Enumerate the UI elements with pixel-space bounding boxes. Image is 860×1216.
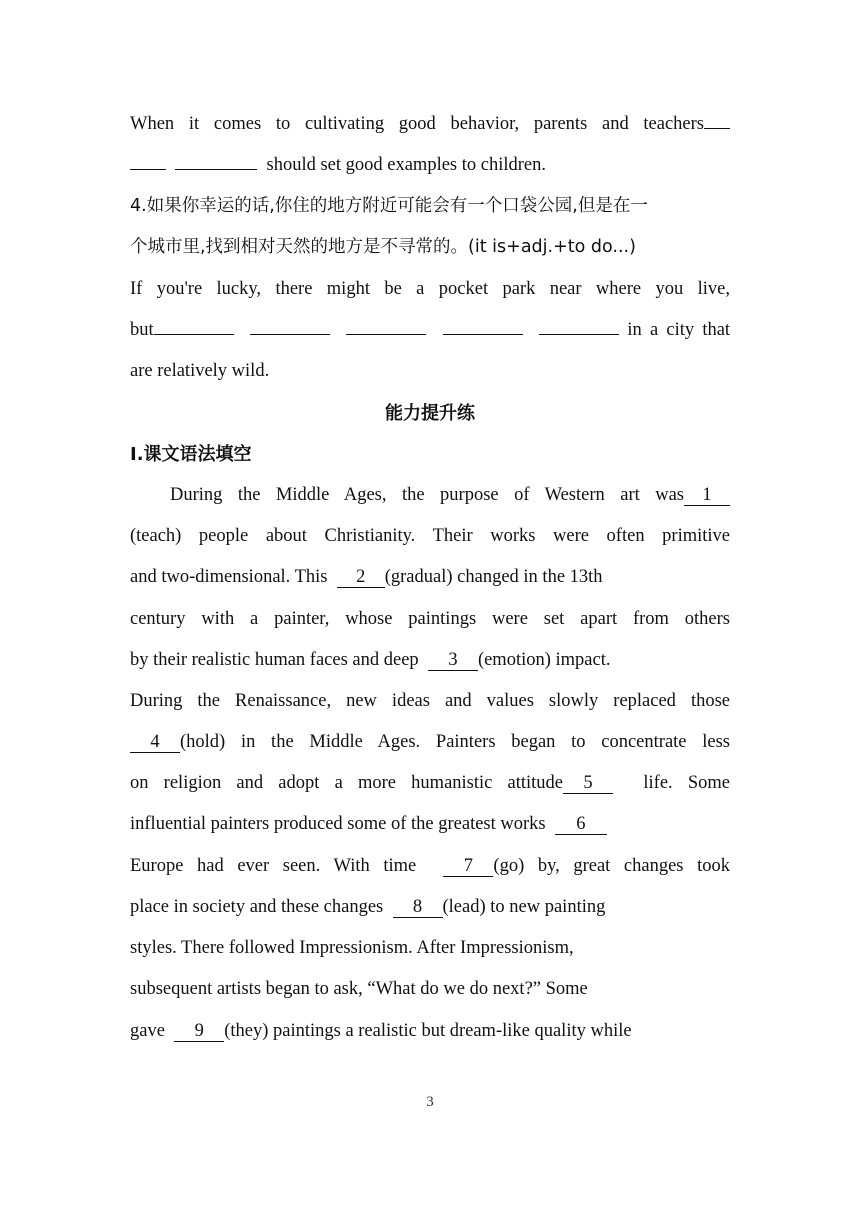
answer-blank[interactable] <box>539 316 619 335</box>
ex4-answer-line-2 <box>130 310 730 351</box>
text: (they) paintings a realistic but dream-like quality while <box>224 1021 632 1041</box>
passage-line-12: styles. There followed Impressionism. After Impressionism, <box>130 938 574 958</box>
text: (lead) to new painting <box>442 897 606 917</box>
ex4-prompt-line-1: 4.如果你幸运的话,你住的地方附近可能会有一个口袋公园,但是在一 <box>130 196 648 216</box>
text: on religion and adopt a more humanistic attitude <box>130 773 564 793</box>
blank-5[interactable]: 5 <box>563 773 613 794</box>
section-title: 能力提升练 <box>385 403 475 424</box>
blank-7[interactable]: 7 <box>443 856 493 877</box>
passage-line-7 <box>130 722 730 763</box>
passage-line-13: subsequent artists began to ask, “What do we do next?” Some <box>130 979 588 999</box>
answer-blank[interactable] <box>154 316 234 335</box>
answer-blank[interactable] <box>443 316 523 335</box>
passage-line-1 <box>170 475 730 516</box>
text: by their realistic human faces and deep <box>130 650 419 670</box>
answer-blank[interactable] <box>175 151 257 170</box>
ex4-answer-line-1: If you're lucky, there might be a pocket park near where you live, <box>130 279 730 299</box>
page-number: 3 <box>426 1094 434 1110</box>
text: and two-dimensional. This <box>130 567 328 587</box>
passage-line-5 <box>130 640 730 681</box>
answer-blank[interactable] <box>250 316 330 335</box>
text: When it comes to cultivating good behavior, parents and teachers <box>130 114 704 134</box>
passage-line-11 <box>130 887 730 928</box>
ex3-answer-line-1 <box>130 104 730 145</box>
passage-line-14 <box>130 1011 730 1052</box>
passage-line-2: (teach) people about Christianity. Their works were often primitive <box>130 526 730 546</box>
text: During the Middle Ages, the purpose of Western art was <box>170 485 684 505</box>
text: Europe had ever seen. With time <box>130 856 417 876</box>
text: place in society and these changes <box>130 897 384 917</box>
text: (emotion) impact. <box>477 650 611 670</box>
answer-blank[interactable] <box>346 316 426 335</box>
text: influential painters produced some of the greatest works <box>130 814 546 834</box>
passage-line-4: century with a painter, whose paintings were set apart from others <box>130 609 730 629</box>
passage-line-8 <box>130 763 730 804</box>
text: gave <box>130 1021 165 1041</box>
ex3-answer-line-2 <box>130 145 730 186</box>
passage-line-9 <box>130 804 730 845</box>
ex4-answer-line-3: are relatively wild. <box>130 361 270 381</box>
blank-2[interactable]: 2 <box>337 567 385 588</box>
passage-line-10 <box>130 846 730 887</box>
blank-1[interactable]: 1 <box>684 485 730 506</box>
passage-line-3 <box>130 557 730 598</box>
text: should set good examples to children. <box>266 155 547 175</box>
blank-4[interactable]: 4 <box>130 732 180 753</box>
blank-3[interactable]: 3 <box>428 650 478 671</box>
text: (go) by, great changes took <box>493 856 730 876</box>
text: (hold) in the Middle Ages. Painters began to concentrate less <box>180 732 730 752</box>
blank-8[interactable]: 8 <box>393 897 443 918</box>
passage-line-6: During the Renaissance, new ideas and values slowly replaced those <box>130 691 730 711</box>
text: in a city that <box>627 320 731 340</box>
blank-9[interactable]: 9 <box>174 1021 224 1042</box>
text: (gradual) changed in the 13th <box>384 567 603 587</box>
answer-blank[interactable] <box>704 110 730 129</box>
text: life. Some <box>643 773 731 793</box>
blank-6[interactable]: 6 <box>555 814 607 835</box>
ex4-prompt-line-2: 个城市里,找到相对天然的地方是不寻常的。(it is+adj.+to do...) <box>130 237 636 257</box>
answer-blank[interactable] <box>130 151 166 170</box>
text: but <box>130 320 154 340</box>
part-title: Ⅰ.课文语法填空 <box>130 444 252 465</box>
